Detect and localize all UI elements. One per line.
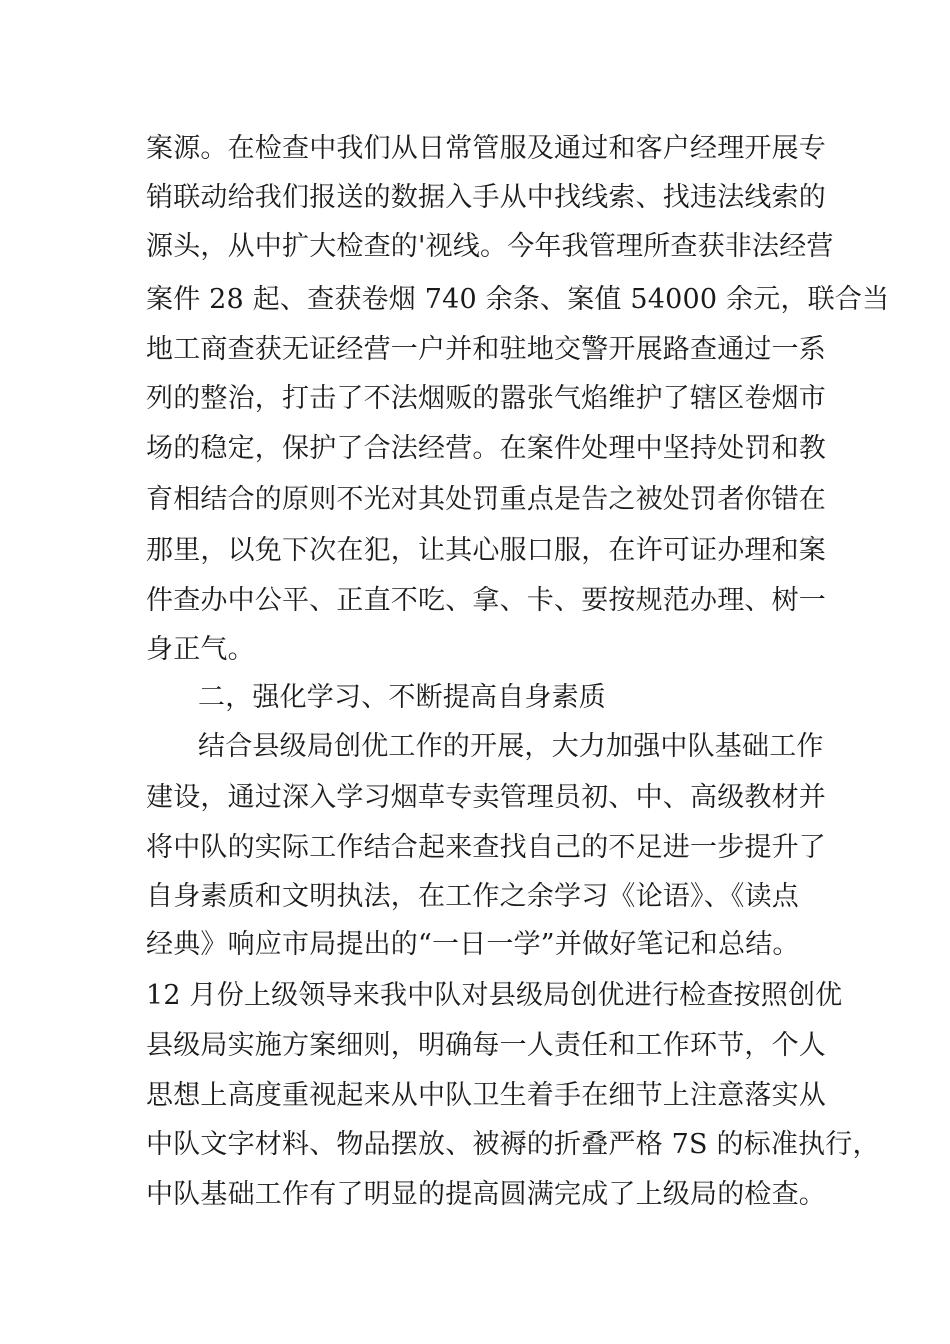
text-line: 案件 28 起、查获卷烟 740 余条、案值 54000 余元，联合当 [146,284,890,315]
text-line: 育相结合的原则不光对其处罚重点是告之被处罚者你错在 [146,484,826,515]
text-line: 案源。在检查中我们从日常管服及通过和客户经理开展专 [146,133,826,164]
text-line: 列的整治，打击了不法烟贩的嚣张气焰维护了辖区卷烟市 [146,383,826,414]
text-line: 经典》响应市局提出的“一日一学”并做好笔记和总结。 [146,929,800,960]
paragraph-first-line: 结合县级局创优工作的开展，大力加强中队基础工作 [198,731,824,762]
text-line: 身正气。 [146,634,255,665]
text-line: 中队基础工作有了明显的提高圆满完成了上级局的检查。 [146,1179,826,1210]
text-line: 地工商查获无证经营一户并和驻地交警开展路查通过一系 [146,334,826,365]
text-line: 思想上高度重视起来从中队卫生着手在细节上注意落实从 [146,1080,826,1111]
text-line: 那里，以免下次在犯，让其心服口服，在许可证办理和案 [146,535,826,566]
text-line: 县级局实施方案细则，明确每一人责任和工作环节，个人 [146,1030,826,1061]
text-line: 建设，通过深入学习烟草专卖管理员初、中、高级教材并 [146,782,826,813]
text-line: 中队文字材料、物品摆放、被褥的折叠严格 7S 的标准执行， [146,1129,880,1160]
text-line: 自身素质和文明执法，在工作之余学习《论语》、《读点 [146,881,799,912]
section-heading: 二，强化学习、不断提高自身素质 [198,682,606,713]
text-line: 场的稳定，保护了合法经营。在案件处理中坚持处罚和教 [146,433,826,464]
text-line: 将中队的实际工作结合起来查找自己的不足进一步提升了 [146,832,826,863]
text-line: 件查办中公平、正直不吃、拿、卡、要按规范办理、树一 [146,585,826,616]
text-line: 销联动给我们报送的数据入手从中找线索、找违法线索的 [146,182,826,213]
text-line: 源头，从中扩大检查的'视线。今年我管理所查获非法经营 [146,231,834,262]
text-line: 12 月份上级领导来我中队对县级局创优进行检查按照创优 [146,980,843,1011]
